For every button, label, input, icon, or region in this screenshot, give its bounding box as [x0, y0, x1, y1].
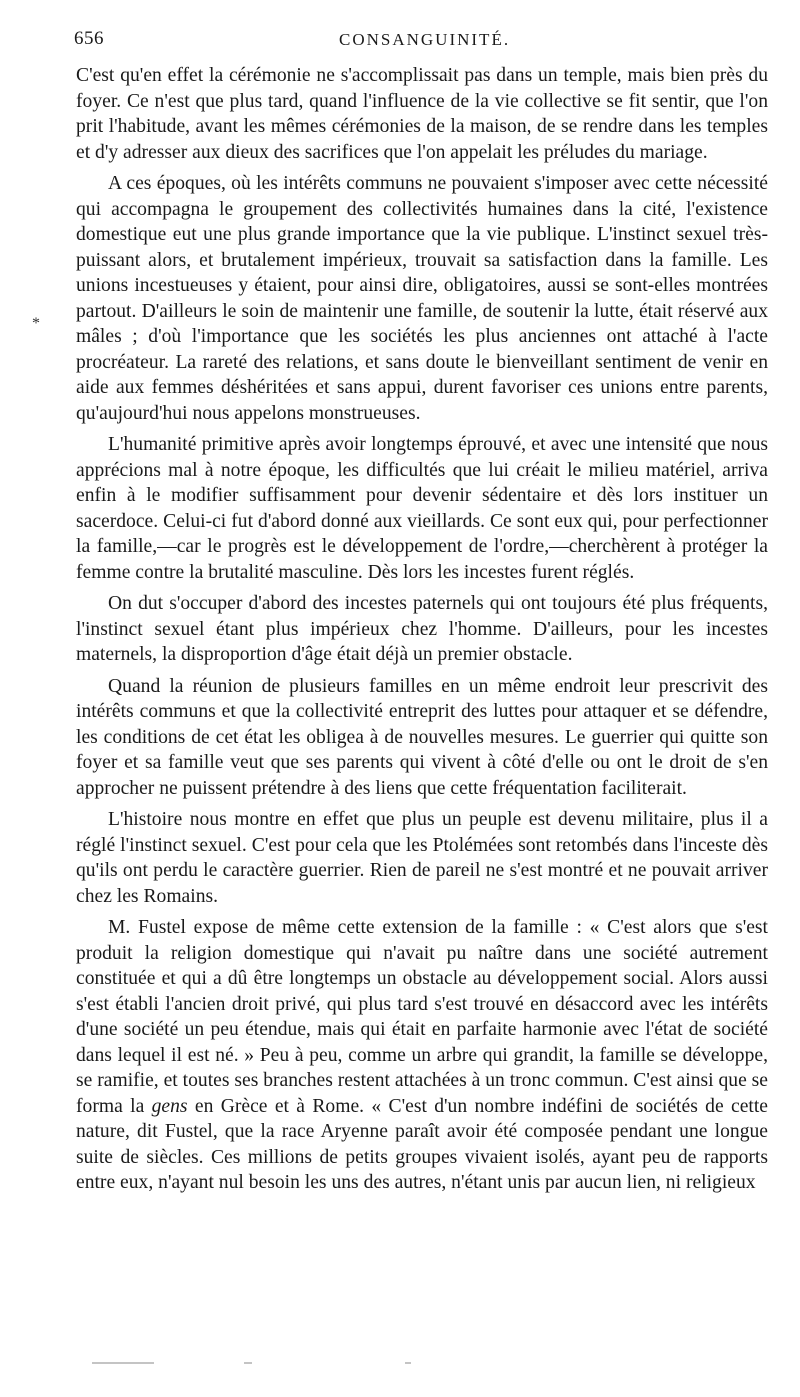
page-header [74, 28, 774, 58]
paragraph-3: L'humanité primitive après avoir longtemps éprouvé, et avec une intensité que nous apprécions mal à notre époque, les difficultés que lui créait le milieu matériel, arriva enfin à le modifier suffisamment pour devenir sédentaire et dès lors instituer un sacerdoce. Celui-ci fut d'abord donné aux vieillards. Ce sont eux qui, pour perfectionner la famille,—car le progrès est le développement de l'ordre,—cherchèrent à protéger la femme contre la brutalité masculine. Dès lors les incestes furent réglés. [76, 434, 768, 583]
footer-smudge-mark [405, 1362, 411, 1364]
paragraph-5: Quand la réunion de plusieurs familles en un même endroit leur prescrivit des intérêts communs et que la collectivité entreprit des luttes pour attaquer et se défendre, les conditions de cet état les obligea à de nouvelles mesures. Le guerrier qui quitte son foyer et sa famille veut que ses parents qui vivent à côté d'elle ou ont le droit de s'en approcher ne puissent prétendre à des liens que cette fréquentation faciliterait. [76, 675, 768, 799]
paragraph-6: L'histoire nous montre en effet que plus un peuple est devenu militaire, plus il a réglé l'instinct sexuel. C'est pour cela que les Ptolémées sont retombés dans l'inceste dès qu'ils ont perdu le caractère guerrier. Rien de pareil ne s'est montré et ne pouvait arriver chez les Romains. [76, 809, 768, 907]
footer-smudge-mark [244, 1362, 252, 1364]
text-body [76, 63, 768, 1202]
running-title: CONSANGUINITÉ. [339, 30, 511, 49]
footer-smudge-mark [92, 1362, 154, 1364]
paragraph-2: A ces époques, où les intérêts communs ne pouvaient s'imposer avec cette nécessité qui accompagna le groupement des collectivités humaines dans la cité, l'existence domestique eut une plus grande importance que la vie publique. L'instinct sexuel très-puissant alors, et brutalement impérieux, trouvait sa satisfaction dans la famille. Les unions incestueuses y étaient, pour ainsi dire, obligatoires, aussi se sont-elles montrées partout. D'ailleurs le soin de maintenir une famille, de soutenir la lutte, était réservé aux mâles ; d'où l'importance que les sociétés les plus anciennes ont attaché à l'acte procréateur. La rareté des relations, et sans doute le bienveillant sentiment de venir en aide aux femmes déshéritées et sans appui, durent favoriser ces unions entre parents, qu'aujourd'hui nous appelons monstrueuses. [76, 173, 768, 424]
page-number: 656 [74, 28, 104, 49]
gens-italic-term: gens [151, 1095, 188, 1117]
paragraph-7 [76, 915, 768, 1196]
paragraph-7-part-2: en Grèce et à Rome. « C'est d'un nombre indéfini de sociétés de cette nature, dit Fustel, que la race Aryenne paraît avoir été composée pendant une longue suite de siècles. Ces millions de petits groupes vivaient isolés, ayant peu de rapports entre eux, n'ayant nul besoin les uns des autres, n'étant unis par aucun lien, ni religieux [76, 1095, 768, 1193]
paragraph-1: C'est qu'en effet la cérémonie ne s'accomplissait pas dans un temple, mais bien près du foyer. Ce n'est que plus tard, quand l'influence de la vie collective se fit sentir, que l'on prit l'habitude, avant les mêmes cérémonies de la maison, de se rendre dans les temples et d'y adresser aux dieux des sacrifices que l'on appelait les préludes du mariage. [76, 65, 768, 163]
margin-asterisk-mark: * [32, 315, 40, 332]
paragraph-4: On dut s'occuper d'abord des incestes paternels qui ont toujours été plus fréquents, l'instinct sexuel étant plus impérieux chez l'homme. D'ailleurs, pour les incestes maternels, la disproportion d'âge était déjà un premier obstacle. [76, 593, 768, 665]
paragraph-7-part-1: M. Fustel expose de même cette extension de la famille : « C'est alors que s'est produit la religion domestique qui n'avait pu naître dans une société autrement constituée et qui a dû être longtemps un obstacle au développement social. Alors aussi s'est établi l'ancien droit privé, qui plus tard s'est trouvé en désaccord avec les intérêts d'une société un peu étendue, mais qui était en parfaite harmonie avec l'état de société dans lequel il est né. » Peu à peu, comme un arbre qui grandit, la famille se développe, se ramifie, et toutes ses branches restent attachées à un tronc commun. C'est ainsi que se forma la [76, 917, 768, 1117]
